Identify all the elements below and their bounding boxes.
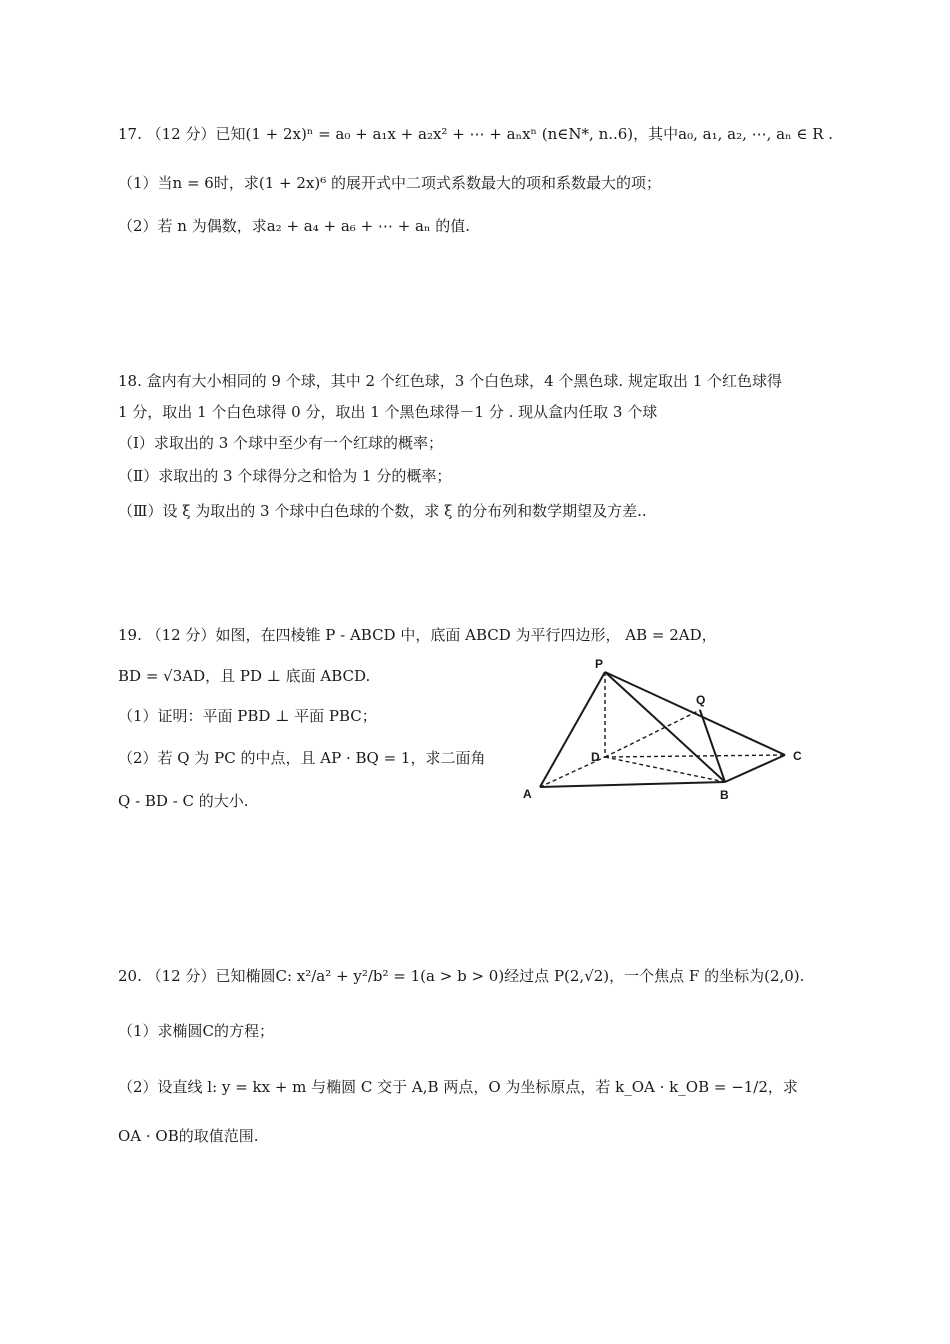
edge-pb <box>605 672 725 782</box>
q19-stem-line1: 19. （12 分）如图，在四棱锥 P - ABCD 中，底面 ABCD 为平行四边形， AB = 2AD， <box>118 626 717 644</box>
label-c: C <box>793 749 802 763</box>
edge-pc <box>605 672 785 755</box>
q18-part1: （Ⅰ）求取出的 3 个球中至少有一个红球的概率； <box>118 434 444 452</box>
label-b: B <box>720 788 729 802</box>
q20-stem: 20. （12 分）已知椭圆C: x²/a² + y²/b² = 1(a > b > 0)经过点 P(2,√2)，一个焦点 F 的坐标为(2,0). <box>118 967 805 985</box>
q19-part2: （2）若 Q 为 PC 的中点，且 AP · BQ = 1，求二面角 <box>118 749 486 767</box>
q20-part1: （1）求椭圆C的方程； <box>118 1022 275 1040</box>
edge-db <box>605 757 725 782</box>
q20-part2-cont: OA · OB的取值范围. <box>118 1127 259 1145</box>
q19-stem-line2: BD = √3AD，且 PD ⊥ 底面 ABCD. <box>118 667 371 685</box>
edge-dq <box>605 710 700 757</box>
q18-part3: （Ⅲ）设 ξ 为取出的 3 个球中白色球的个数，求 ξ 的分布列和数学期望及方差.. <box>118 502 647 520</box>
q17-stem: 17. （12 分）已知(1 + 2x)ⁿ = a₀ + a₁x + a₂x² + ⋯ + aₙxⁿ (n∈N*, n..6)，其中a₀, a₁, a₂, ⋯, aₙ ∈ R . <box>118 125 834 143</box>
label-d: D <box>591 750 600 764</box>
label-q: Q <box>696 693 706 707</box>
q19-part1: （1）证明：平面 PBD ⊥ 平面 PBC； <box>118 707 377 725</box>
edge-pa <box>540 672 605 787</box>
q19-part2-cont: Q - BD - C 的大小. <box>118 792 249 810</box>
pyramid-figure <box>515 652 815 802</box>
edge-ab <box>540 782 725 787</box>
q20-part2: （2）设直线 l: y = kx + m 与椭圆 C 交于 A,B 两点，O 为坐标原点，若 k_OA · k_OB = −1/2，求 <box>118 1078 798 1096</box>
q17-part1: （1）当n = 6时，求(1 + 2x)⁶ 的展开式中二项式系数最大的项和系数最大的项； <box>118 174 661 192</box>
q18-stem-line1: 18. 盒内有大小相同的 9 个球，其中 2 个红色球，3 个白色球，4 个黑色球. 规定取出 1 个红色球得 <box>118 372 783 390</box>
label-a: A <box>523 787 532 801</box>
q18-part2: （Ⅱ）求取出的 3 个球得分之和恰为 1 分的概率； <box>118 467 452 485</box>
label-p: P <box>595 657 604 671</box>
q18-stem-line2: 1 分，取出 1 个白色球得 0 分，取出 1 个黑色球得－1 分 . 现从盒内任取 3 个球 <box>118 403 658 421</box>
q17-part2: （2）若 n 为偶数，求a₂ + a₄ + a₆ + ⋯ + aₙ 的值. <box>118 217 470 235</box>
edge-bc <box>725 755 785 782</box>
